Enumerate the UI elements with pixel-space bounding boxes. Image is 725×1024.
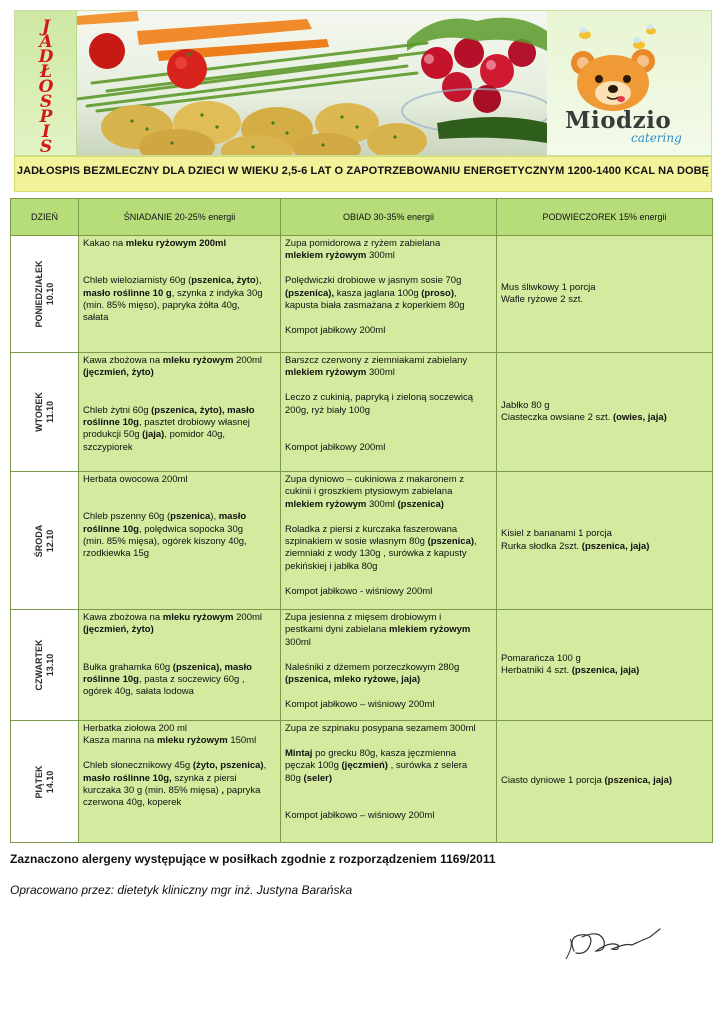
table-row-wednesday xyxy=(11,472,713,610)
lunch-cell: Zupa dyniowo – cukiniowa z makaronem z cukinii i groszkiem ptysiowym zabielana mlekiem ryżowym 300ml (pszenica) Roladka z piersi z kurczaka faszerowana szpinakiem w sosie własnym 80g (pszenica), ziemniaki z wody 130g , surówka z kapusty pekińskiej i jabłka 80g Kompot jabłkowo - wiśniowy 200ml xyxy=(281,472,497,610)
logo-name: Miodzio xyxy=(565,107,672,134)
day-cell-friday xyxy=(11,721,79,843)
side-word-letter: S xyxy=(39,92,53,112)
bear-logo-icon xyxy=(547,11,712,111)
snack-cell: Mus śliwkowy 1 porcja Wafle ryżowe 2 szt. xyxy=(497,236,713,353)
table-row-monday xyxy=(11,236,713,353)
day-name: CZWARTEK xyxy=(33,639,44,691)
breakfast-cell: Herbata owocowa 200ml Chleb pszenny 60g (pszenica), masło roślinne 10g, polędwica sopocka 30g (min. 85% mięsa), ogórek kiszony 40g, rzodkiewka 15g xyxy=(79,472,281,610)
day-date: 11.10 xyxy=(44,400,55,424)
side-word-letter: Ł xyxy=(39,62,53,82)
breakfast-cell: Kakao na mleku ryżowym 200ml Chleb wieloziarnisty 60g (pszenica, żyto), masło roślinne 10 g, szynka z indyka 30g (min. 85% mięso), papryka żółta 40g, sałata xyxy=(79,236,281,353)
header-banner xyxy=(14,10,712,156)
day-date: 14.10 xyxy=(44,770,55,793)
side-word-letter: J xyxy=(41,17,51,37)
lunch-cell: Zupa jesienna z mięsem drobiowym i pestkami dyni zabielana mlekiem ryżowym 300ml Naleśniki z dżemem porzeczkowym 280g (pszenica, mleko ryżowe, jaja) Kompot jabłkowo – wiśniowy 200ml xyxy=(281,610,497,721)
snack-cell: Jabłko 80 g Ciasteczka owsiane 2 szt. (owies, jaja) xyxy=(497,353,713,472)
day-cell-monday xyxy=(11,236,79,353)
day-name: PIĄTEK xyxy=(33,764,44,799)
table-row-friday xyxy=(11,721,713,843)
allergen-note: Zaznaczono alergeny występujące w posiłkach zgodnie z rozporządzeniem 1169/2011 xyxy=(10,852,496,866)
page-title: JADŁOSPIS BEZMLECZNY DLA DZIECI W WIEKU 2,5-6 LAT O ZAPOTRZEBOWANIU ENERGETYCZNYM 1200-1400 KCAL NA DOBĘ xyxy=(16,165,710,177)
side-word-letter: O xyxy=(38,77,54,97)
side-word-letter: P xyxy=(39,107,53,127)
day-cell-wednesday xyxy=(11,472,79,610)
day-cell-tuesday xyxy=(11,353,79,472)
day-cell-thursday xyxy=(11,610,79,721)
menu-table xyxy=(10,198,713,843)
side-word-letter: S xyxy=(39,137,53,156)
signature-icon xyxy=(560,915,670,965)
snack-cell: Kisiel z bananami 1 porcja Rurka słodka 2szt. (pszenica, jaja) xyxy=(497,472,713,610)
prepared-by: Opracowano przez: dietetyk kliniczny mgr inż. Justyna Barańska xyxy=(10,883,353,897)
header-breakfast: ŚNIADANIE 20-25% energii xyxy=(79,199,281,236)
table-header-row xyxy=(11,199,713,236)
header-lunch: OBIAD 30-35% energii xyxy=(281,199,497,236)
lunch-cell: Barszcz czerwony z ziemniakami zabielany mlekiem ryżowym 300ml Leczo z cukinią, papryką i zieloną soczewicą 200g, ryż biały 100g Kompot jabłkowy 200ml xyxy=(281,353,497,472)
miodzio-logo xyxy=(547,11,712,156)
side-word-letter: A xyxy=(39,32,53,52)
breakfast-cell: Kawa zbożowa na mleku ryżowym 200ml (jęczmień, żyto) Chleb żytni 60g (pszenica, żyto), masło roślinne 10g, pasztet drobiowy własnej produkcji 50g (jaja), pomidor 40g, szczypiorek xyxy=(79,353,281,472)
breakfast-cell: Kawa zbożowa na mleku ryżowym 200ml (jęczmień, żyto) Bułka grahamka 60g (pszenica), masło roślinne 10g, pasta z soczewicy 60g , ogórek 40g, sałata lodowa xyxy=(79,610,281,721)
day-name: WTOREK xyxy=(33,392,44,432)
day-date: 13.10 xyxy=(44,653,55,677)
table-row-thursday xyxy=(11,610,713,721)
vegetables-photo xyxy=(77,11,547,156)
breakfast-cell: Herbatka ziołowa 200 ml Kasza manna na mleku ryżowym 150ml Chleb słonecznikowy 45g (żyto, pszenica), masło roślinne 10g, szynka z piersi kurczaka 30 g (min. 85% mięsa) , papryka czerwona 40g, koperek xyxy=(79,721,281,843)
side-word-letter: I xyxy=(42,122,50,142)
banner-side-strip xyxy=(15,11,77,156)
lunch-cell: Zupa pomidorowa z ryżem zabielana mlekiem ryżowym 300ml Polędwiczki drobiowe w jasnym sosie 70g (pszenica), kasza jaglana 100g (proso), kapusta biała zasmażana z koperkiem 80g Kompot jabłkowy 200ml xyxy=(281,236,497,353)
header-day: DZIEŃ xyxy=(11,199,79,236)
header-snack: PODWIECZOREK 15% energii xyxy=(497,199,713,236)
day-date: 10.10 xyxy=(44,282,55,306)
side-word-letter: D xyxy=(38,47,54,67)
snack-cell: Pomarańcza 100 g Herbatniki 4 szt. (pszenica, jaja) xyxy=(497,610,713,721)
snack-cell: Ciasto dyniowe 1 porcja (pszenica, jaja) xyxy=(497,721,713,843)
day-date: 12.10 xyxy=(44,529,55,552)
day-name: PONIEDZIAŁEK xyxy=(33,260,44,328)
logo-subtitle: catering xyxy=(631,131,682,145)
lunch-cell: Zupa ze szpinaku posypana sezamem 300ml Mintaj po grecku 80g, kasza jęczmienna pęczak 100g (jęczmień) , surówka z selera 80g (seler) Kompot jabłkowo – wiśniowy 200ml xyxy=(281,721,497,843)
table-row-tuesday xyxy=(11,353,713,472)
day-name: ŚRODA xyxy=(33,524,44,557)
